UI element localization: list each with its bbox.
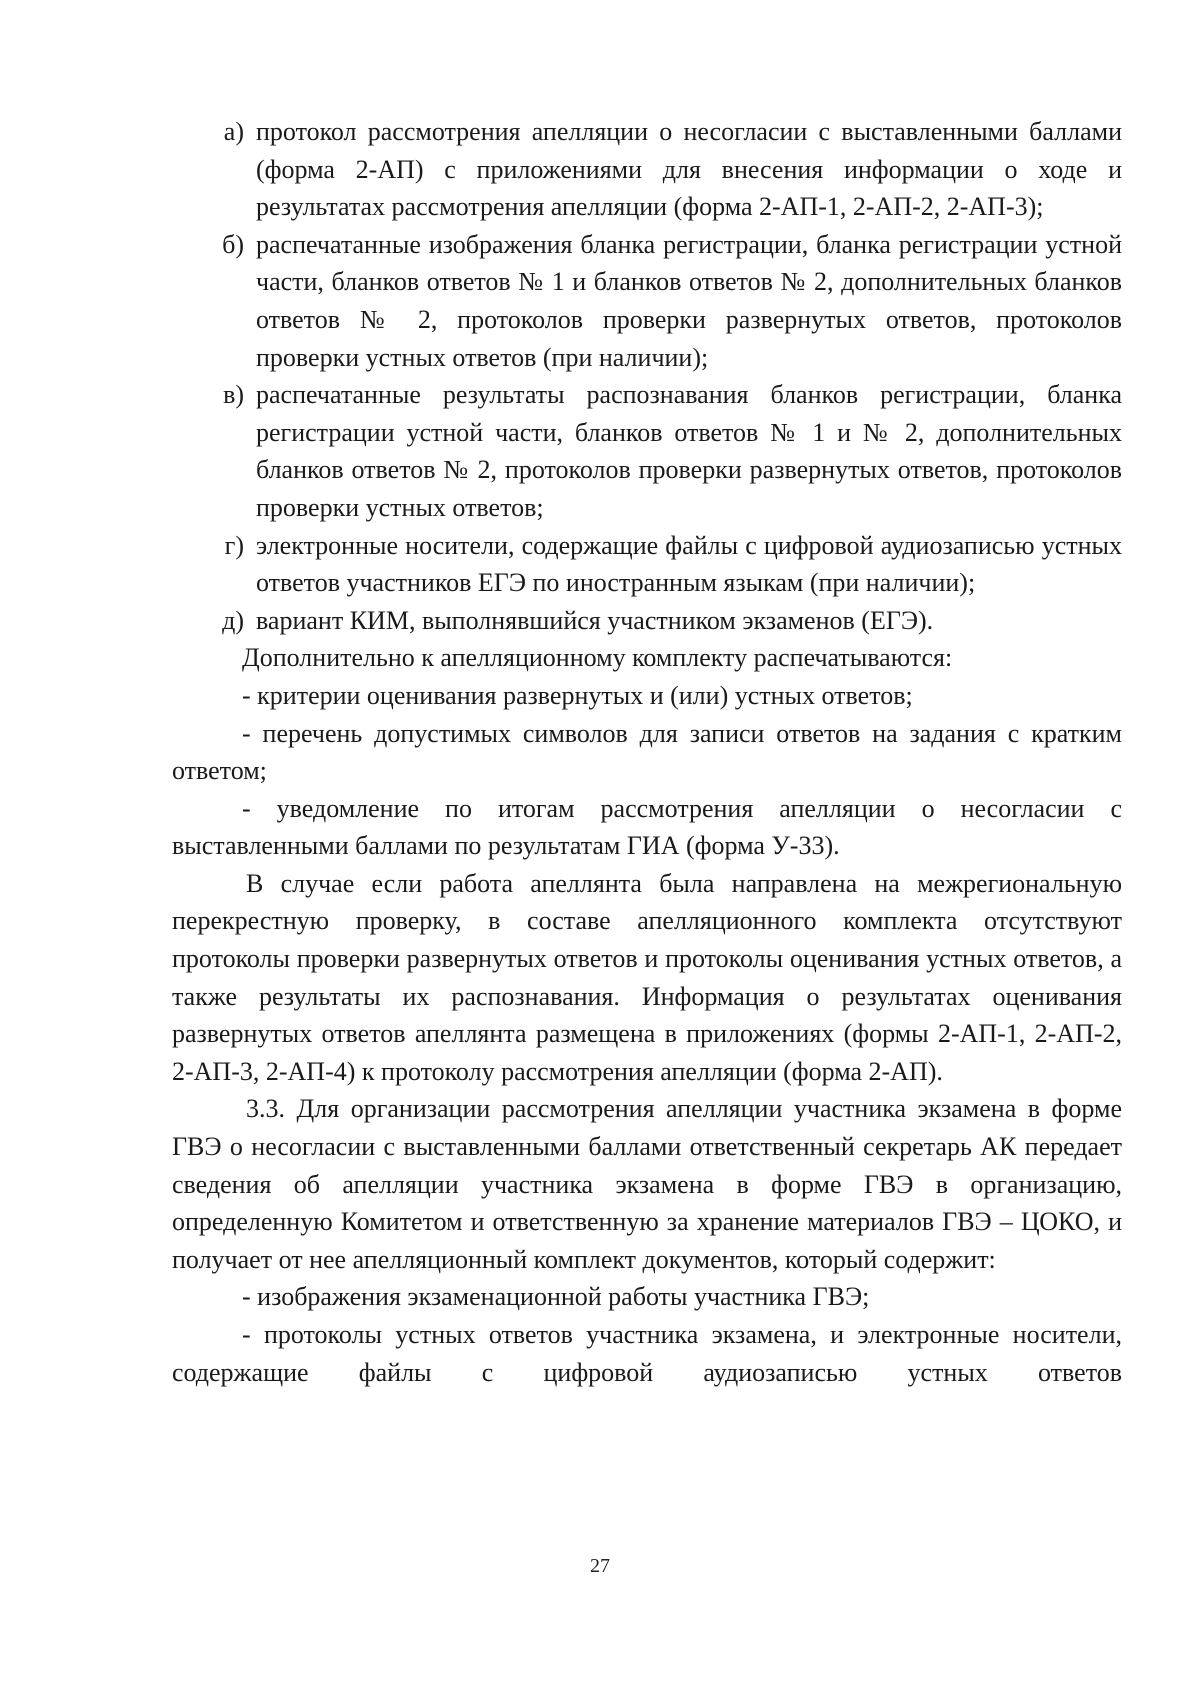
list-item-b — [172, 226, 1122, 376]
list-marker: г) — [224, 530, 244, 560]
list-marker: д) — [222, 605, 244, 635]
list-marker: а) — [223, 117, 244, 146]
gve-item: - изображения экзаменационной работы участника ГВЭ; — [242, 1282, 870, 1312]
additional-intro: Дополнительно к апелляционному комплекту распечатываются: — [242, 643, 953, 673]
additional-item: - уведомление по итогам рассмотрения апелляции о несогласии с выставленными баллами по результатам ГИА (форма У-33). — [172, 793, 1122, 861]
list-item-a — [172, 113, 1122, 226]
list-marker: в) — [223, 380, 244, 410]
page-number: 27 — [590, 1555, 610, 1577]
list-text: протокол рассмотрения апелляции о несогласии с выставленными баллами (форма 2-АП) с приложениями для внесения информации о ходе и результатах рассмотрения апелляции (форма 2-АП-1, 2-АП-2, 2-АП-3); — [256, 117, 1122, 222]
list-marker: б) — [222, 229, 244, 259]
additional-item: - критерии оценивания развернутых и (или) устных ответов; — [242, 680, 913, 710]
list-item-g — [172, 527, 1122, 602]
list-text: электронные носители, содержащие файлы с цифровой аудиозаписью устных ответов участников ЕГЭ по иностранным языкам (при наличии); — [256, 530, 1122, 598]
list-item-v — [172, 376, 1122, 526]
gve-item: - протоколы устных ответов участника экзамена, и электронные носители, содержащие файлы с цифровой аудиозаписью устных ответов — [172, 1320, 1122, 1387]
list-item-d — [172, 602, 1122, 640]
list-text: распечатанные изображения бланка регистрации, бланка регистрации устной части, бланков ответов № 1 и бланков ответов № 2, дополнительных бланков ответов № 2, протоколов проверки развернутых ответов, протоколов проверки устных ответов (при наличии); — [256, 229, 1122, 372]
body-text — [172, 113, 1122, 1391]
paragraph-3-3: 3.3. Для организации рассмотрения апелляции участника экзамена в форме ГВЭ о несогласии с выставленными баллами ответственный секретарь АК передает сведения об апелляции участника экзамена в форме ГВЭ в организацию, определенную Комитетом и ответственную за хранение материалов ГВЭ – ЦОКО, и получает от нее апелляционный комплект документов, который содержит: — [172, 1094, 1122, 1274]
additional-item: - перечень допустимых символов для записи ответов на задания с кратким ответом; — [172, 718, 1122, 786]
list-text: распечатанные результаты распознавания бланков регистрации, бланка регистрации устной части, бланков ответов № 1 и № 2, дополнительных бланков ответов № 2, протоколов проверки развернутых ответов, протоколов проверки устных ответов; — [256, 380, 1122, 522]
list-text: вариант КИМ, выполнявшийся участником экзаменов (ЕГЭ). — [256, 605, 934, 635]
paragraph-cross-check: В случае если работа апеллянта была направлена на межрегиональную перекрестную проверку, в составе апелляционного комплекта отсутствуют протоколы проверки развернутых ответов и протоколы оценивания устных ответов, а также результаты их распознавания. Информация о результатах оценивания развернутых ответов апеллянта размещена в приложениях (формы 2-АП-1, 2-АП-2, 2-АП-3, 2-АП-4) к протоколу рассмотрения апелляции (форма 2-АП). — [172, 868, 1122, 1086]
